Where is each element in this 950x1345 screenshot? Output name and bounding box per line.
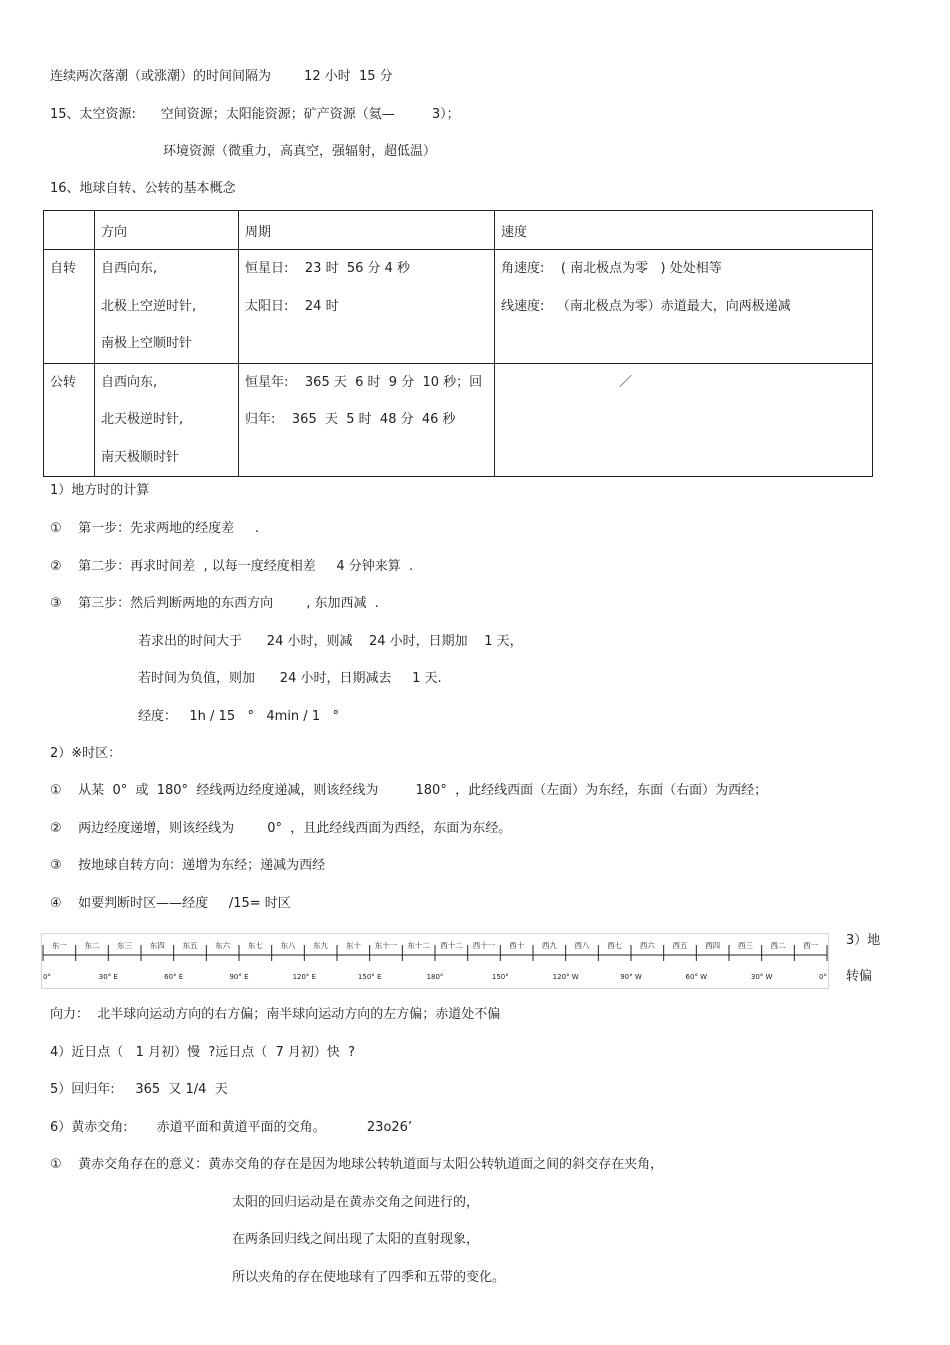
degree-label: 30° E: [98, 973, 118, 981]
environment-resources-line: 环境资源（微重力，高真空，强辐射，超低温）: [163, 144, 437, 159]
degree-label: 90° W: [620, 973, 642, 981]
negative-time-line: 若时间为负值，则加 24 小时，日期减去 1 天.: [138, 671, 442, 686]
zone-label: 东九: [313, 941, 329, 950]
degree-label: 120° E: [292, 973, 317, 981]
table-header-row: [44, 211, 873, 250]
header-direction: 方向: [95, 211, 239, 250]
tz-rule-4: ④ 如要判断时区——经度 /15= 时区: [50, 896, 291, 911]
degree-label: 90° E: [229, 973, 249, 981]
zone-label: 西十: [509, 941, 525, 950]
zone-label: 东四: [149, 941, 165, 950]
revolution-label: 公转: [44, 363, 95, 477]
degree-label: 60° W: [685, 973, 708, 981]
perihelion-line: 4）近日点（ 1 月初）慢 ?远日点（ 7 月初）快 ?: [50, 1045, 356, 1060]
tz-rule-1: ① 从某 0° 或 180° 经线两边经度递减，则该经线为 180° ，此经线西面（左面）为东经，东面（右面）为西经；: [50, 783, 768, 798]
step-three-line: ③ 第三步：然后判断两地的东西方向 , 东加西减 .: [50, 596, 379, 611]
rotation-period: 恒星日: 23 时 56 分 4 秒 太阳日: 24 时: [239, 250, 495, 364]
zone-label: 西八: [574, 941, 590, 950]
zone-label: 东三: [117, 941, 133, 950]
zone-label: 东二: [84, 941, 100, 950]
local-time-heading: 1）地方时的计算: [50, 483, 150, 498]
step-one-line: ① 第一步：先求两地的经度差 .: [50, 521, 259, 536]
zone-label: 东一: [51, 941, 67, 950]
zone-label: 东五: [182, 941, 198, 950]
coriolis-line: 向力： 北半球向运动方向的右方偏；南半球向运动方向的左方偏；赤道处不偏: [50, 1007, 501, 1022]
zone-label: 西十二: [440, 941, 463, 950]
rotation-revolution-table: [43, 210, 873, 477]
header-speed: 速度: [495, 211, 873, 250]
zone-label: 西四: [705, 941, 721, 950]
zone-label: 西六: [639, 941, 655, 950]
revolution-direction: 自西向东, 北天极逆时针, 南天极顺时针: [95, 363, 239, 477]
degree-label: 150° E: [357, 973, 382, 981]
zone-label: 东七: [247, 941, 263, 950]
revolution-period: 恒星年: 365 天 6 时 9 分 10 秒；回 归年: 365 天 5 时 48 分 46 秒: [239, 363, 495, 477]
degree-label: 0°: [819, 973, 827, 981]
zone-label: 东八: [280, 941, 296, 950]
rotation-speed: 角速度: ( 南北极点为零 ) 处处相等 线速度: （南北极点为零）赤道最大，向两极递减: [495, 250, 873, 364]
table-row-rotation: [44, 250, 873, 364]
header-empty: [44, 211, 95, 250]
seasons-line: 所以夹角的存在使地球有了四季和五带的变化。: [232, 1270, 506, 1285]
zone-label: 西三: [737, 941, 753, 950]
tz-rule-2: ② 两边经度递增，则该经线为 0° ，且此经线西面为西经，东面为东经。: [50, 821, 512, 836]
zone-label: 西二: [770, 941, 786, 950]
degree-label: 60° E: [164, 973, 184, 981]
zone-label: 东六: [215, 941, 231, 950]
section-16-heading: 16、地球自转、公转的基本概念: [50, 181, 236, 196]
zone-label: 东十: [345, 941, 361, 950]
space-resources-line: 15、太空资源: 空间资源；太阳能资源；矿产资源（氦— 3）；: [50, 107, 460, 122]
time-zone-ruler-graphic: [41, 933, 829, 989]
longitude-rate-line: 经度： 1h / 15 ° 4min / 1 °: [138, 709, 339, 724]
solar-movement-line: 太阳的回归运动是在黄赤交角之间进行的，: [232, 1195, 480, 1210]
zone-label: 西十一: [472, 941, 496, 950]
degree-label: 120° W: [552, 973, 579, 981]
zone-label: 东十二: [407, 941, 430, 950]
zone-label: 西七: [607, 941, 623, 950]
zone-label: 西五: [672, 941, 688, 950]
obliquity-line: 6）黄赤交角: 赤道平面和黄道平面的交角。 23o26’: [50, 1120, 413, 1135]
over-24h-line: 若求出的时间大于 24 小时，则减 24 小时，日期加 1 天，: [138, 634, 523, 649]
tropical-year-line: 5）回归年: 365 又 1/4 天: [50, 1082, 228, 1097]
degree-label: 30° W: [750, 973, 773, 981]
revolution-speed: ／: [495, 363, 873, 477]
coriolis-heading-part1: 3）地: [846, 933, 881, 948]
degree-label: 0°: [43, 973, 51, 981]
time-zone-heading: 2）※时区：: [50, 746, 122, 761]
zone-label: 西九: [541, 941, 557, 950]
direct-sunlight-line: 在两条回归线之间出现了太阳的直射现象，: [232, 1232, 480, 1247]
header-period: 周期: [239, 211, 495, 250]
tide-interval-line: 连续两次落潮（或涨潮）的时间间隔为 12 小时 15 分: [50, 69, 393, 84]
step-two-line: ② 第二步：再求时间差 , 以每一度经度相差 4 分钟来算 .: [50, 559, 414, 574]
zone-label: 西一: [803, 941, 819, 950]
tz-rule-3: ③ 按地球自转方向：递增为东经；递减为西经: [50, 858, 326, 873]
degree-label: 180°: [426, 973, 444, 981]
rotation-label: 自转: [44, 250, 95, 364]
table-row-revolution: [44, 363, 873, 477]
rotation-direction: 自西向东, 北极上空逆时针, 南极上空顺时针: [95, 250, 239, 364]
zone-label: 东十一: [374, 941, 398, 950]
time-zone-ruler: [41, 933, 829, 989]
degree-label: 150°: [491, 973, 509, 981]
obliquity-meaning-line: ① 黄赤交角存在的意义：黄赤交角的存在是因为地球公转轨道面与太阳公转轨道面之间的斜交存在夹角，: [50, 1157, 664, 1172]
coriolis-heading-part2: 转偏: [846, 969, 873, 984]
